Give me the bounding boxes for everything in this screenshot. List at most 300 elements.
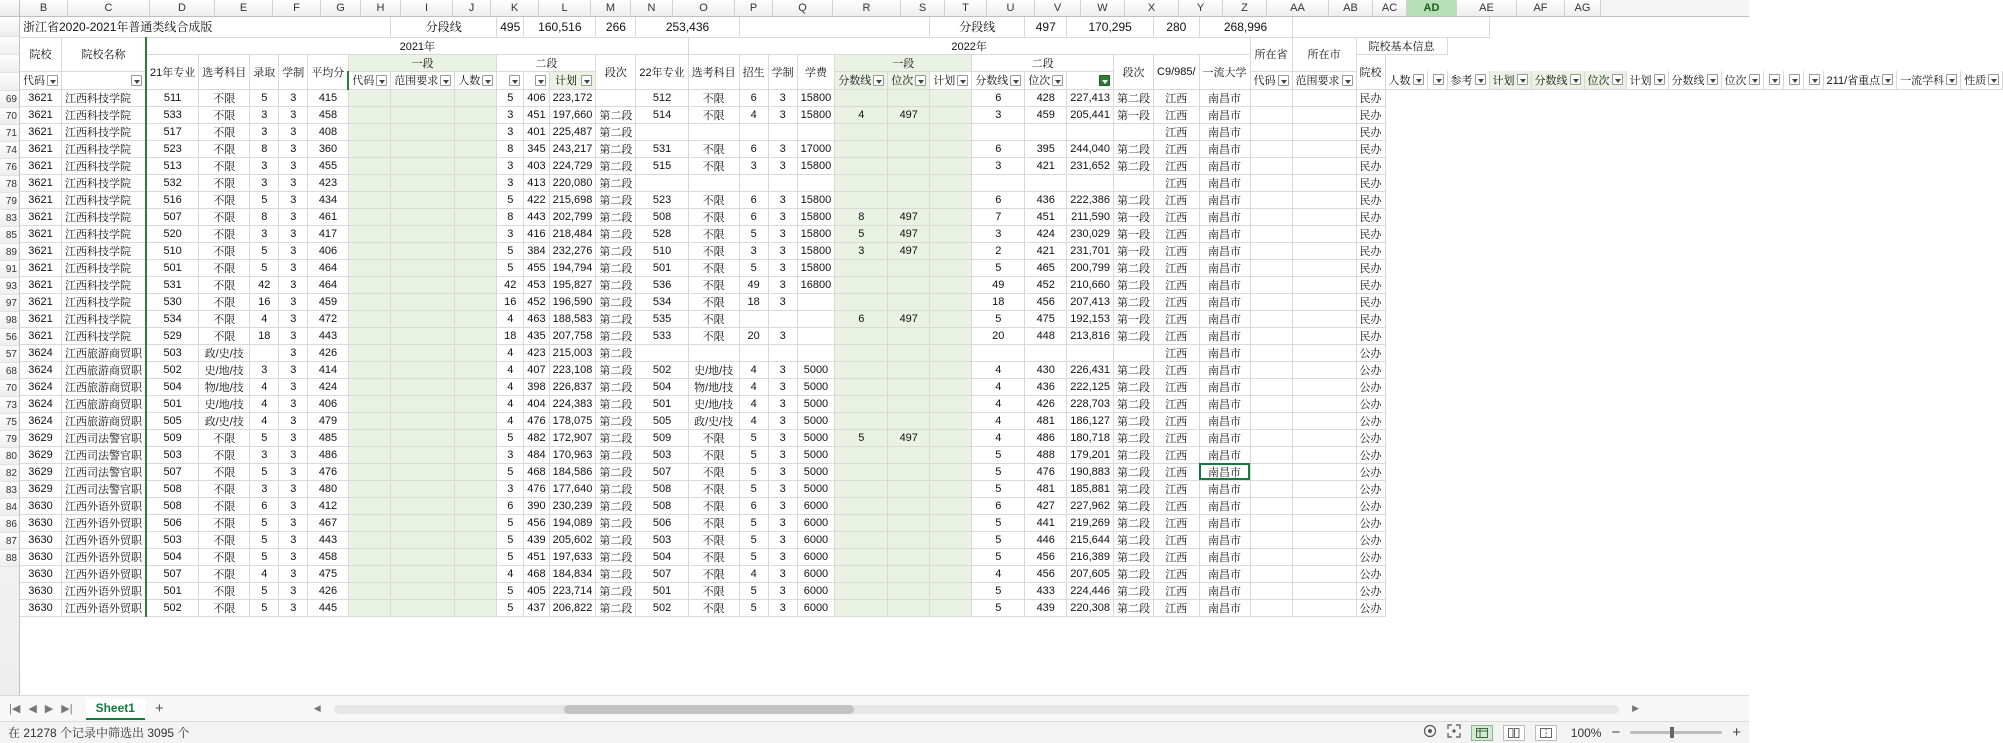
row-header[interactable]: 89 [0, 244, 19, 261]
cell-seg2-rank-2022[interactable]: 179,201 [1067, 446, 1114, 463]
cell-first-class[interactable] [1292, 140, 1356, 157]
cell-province[interactable]: 江西 [1154, 565, 1200, 582]
cell-first-class[interactable] [1292, 208, 1356, 225]
cell-seg-order-2022[interactable]: 第二段 [1114, 514, 1154, 531]
cell-enroll-count-2022[interactable] [739, 123, 768, 140]
cell-seg1-rank-2022[interactable] [930, 123, 972, 140]
cell-c9[interactable] [1250, 446, 1292, 463]
cell-school-name[interactable]: 江西科技学院 [62, 327, 147, 344]
cell-seg2-rank-2022[interactable] [1067, 123, 1114, 140]
sheet-tab-sheet1[interactable]: Sheet1 [86, 698, 145, 720]
cell-seg1-plan-2022[interactable] [835, 361, 888, 378]
cell-subject-req-2021[interactable]: 不限 [199, 548, 250, 565]
cell-seg2-rank-2021[interactable]: 243,217 [549, 140, 596, 157]
cell-city[interactable]: 南昌市 [1199, 310, 1250, 327]
cell-seg2-rank-2022[interactable]: 215,644 [1067, 531, 1114, 548]
filter-header-tuition-2022[interactable]: 参考 [1447, 71, 1489, 89]
table-row[interactable] [20, 378, 2003, 395]
cell-major-code-2021[interactable]: 501 [146, 582, 199, 599]
cell-avg-score-2021[interactable]: 434 [308, 191, 349, 208]
row-header[interactable]: 79 [0, 431, 19, 448]
filter-header-enroll-count-2022[interactable]: 人数 [1385, 71, 1427, 89]
cell-seg2-score-2022[interactable]: 476 [1025, 463, 1067, 480]
cell-school-code[interactable]: 3624 [20, 412, 62, 429]
cell-seg1-rank-2021[interactable] [455, 157, 497, 174]
column-header-B[interactable]: B [20, 0, 68, 16]
cell-seg1-rank-2021[interactable] [455, 225, 497, 242]
row-header[interactable]: 70 [0, 380, 19, 397]
select-all-corner[interactable] [0, 0, 20, 16]
cell-school-length-2022[interactable]: 3 [768, 429, 797, 446]
filter-header-seg1-plan-2022[interactable]: 计划 [1489, 71, 1531, 89]
cell-seg-order-2021[interactable]: 第二段 [596, 599, 636, 616]
cell-seg1-score-2021[interactable] [391, 582, 455, 599]
cell-seg2-plan-2022[interactable]: 3 [972, 225, 1025, 242]
cell-seg-order-2022[interactable]: 第二段 [1114, 446, 1154, 463]
cell-seg2-plan-2021[interactable]: 3 [497, 106, 524, 123]
last-sheet-icon[interactable]: ▶| [61, 703, 73, 715]
column-header-U[interactable]: U [987, 0, 1035, 16]
cell-seg1-score-2021[interactable] [391, 208, 455, 225]
cell-seg1-rank-2021[interactable] [455, 259, 497, 276]
cell-seg1-plan-2021[interactable] [348, 412, 391, 429]
scrollbar-track[interactable] [334, 705, 1619, 714]
cell-school-length-2022[interactable]: 3 [768, 446, 797, 463]
cell-seg2-score-2021[interactable]: 416 [524, 225, 549, 242]
cell-seg2-score-2021[interactable]: 345 [524, 140, 549, 157]
cell-subject-req-2022[interactable]: 不限 [688, 429, 739, 446]
cell-seg2-plan-2022[interactable]: 6 [972, 191, 1025, 208]
cell-enroll-count-2022[interactable]: 5 [739, 259, 768, 276]
cell-admit-count-2021[interactable]: 4 [250, 412, 279, 429]
row-header[interactable]: 83 [0, 482, 19, 499]
cell-school-code[interactable]: 3624 [20, 395, 62, 412]
cell-school-length-2022[interactable]: 3 [768, 242, 797, 259]
cell-enroll-count-2022[interactable]: 5 [739, 599, 768, 616]
cell-seg1-plan-2022[interactable] [835, 378, 888, 395]
cell-seg1-plan-2022[interactable] [835, 140, 888, 157]
row-header[interactable] [0, 37, 19, 55]
cell-school-length-2021[interactable]: 3 [279, 565, 308, 582]
column-header-S[interactable]: S [901, 0, 945, 16]
cell-school-code[interactable]: 3630 [20, 582, 62, 599]
cell-major-code-2022[interactable]: 508 [636, 480, 688, 497]
cell-school-length-2022[interactable]: 3 [768, 531, 797, 548]
cell-seg1-rank-2021[interactable] [455, 531, 497, 548]
cell-seg2-rank-2022[interactable]: 210,660 [1067, 276, 1114, 293]
row-header[interactable]: 91 [0, 261, 19, 278]
cell-seg2-score-2022[interactable]: 486 [1025, 429, 1067, 446]
cell-seg2-rank-2022[interactable]: 228,703 [1067, 395, 1114, 412]
cell-school-name[interactable]: 江西科技学院 [62, 208, 147, 225]
cell-admit-count-2021[interactable]: 16 [250, 293, 279, 310]
cell-tuition-2022[interactable]: 16800 [797, 276, 835, 293]
cell-seg-order-2022[interactable]: 第二段 [1114, 293, 1154, 310]
cell-first-class[interactable] [1292, 514, 1356, 531]
cell-school-length-2021[interactable]: 3 [279, 259, 308, 276]
cell-seg2-score-2021[interactable]: 463 [524, 310, 549, 327]
cell-seg2-rank-2022[interactable]: 213,816 [1067, 327, 1114, 344]
cell-seg2-plan-2021[interactable]: 6 [497, 497, 524, 514]
cell-seg2-plan-2021[interactable]: 18 [497, 327, 524, 344]
filter-button[interactable] [1052, 75, 1063, 86]
cell-major-code-2022[interactable]: 514 [636, 106, 688, 123]
cell-seg-order-2021[interactable]: 第二段 [596, 531, 636, 548]
cell-seg1-rank-2022[interactable] [930, 157, 972, 174]
cell-major-code-2022[interactable]: 505 [636, 412, 688, 429]
cell-major-code-2021[interactable]: 502 [146, 361, 199, 378]
accessibility-icon[interactable] [1423, 724, 1437, 741]
filter-header-seg-order-2022[interactable] [1763, 71, 1783, 89]
cell-major-code-2021[interactable]: 508 [146, 480, 199, 497]
cell-enroll-count-2022[interactable]: 20 [739, 327, 768, 344]
cell-enroll-count-2022[interactable]: 5 [739, 514, 768, 531]
cell-school-code[interactable]: 3629 [20, 480, 62, 497]
cell-seg-order-2021[interactable]: 第二段 [596, 225, 636, 242]
column-header-L[interactable]: L [539, 0, 591, 16]
cell-enroll-count-2022[interactable]: 4 [739, 106, 768, 123]
cell-seg2-rank-2021[interactable]: 177,640 [549, 480, 596, 497]
cell-enroll-count-2022[interactable]: 4 [739, 378, 768, 395]
cell-seg1-score-2021[interactable] [391, 293, 455, 310]
cell-enroll-count-2022[interactable]: 6 [739, 140, 768, 157]
cell-c9[interactable] [1250, 514, 1292, 531]
cell-school-name[interactable]: 江西外语外贸职 [62, 497, 147, 514]
cell-seg2-rank-2021[interactable]: 215,003 [549, 344, 596, 361]
cell-major-code-2021[interactable]: 504 [146, 378, 199, 395]
cell-seg2-rank-2021[interactable]: 196,590 [549, 293, 596, 310]
cell-school-length-2022[interactable]: 3 [768, 191, 797, 208]
cell-seg2-score-2021[interactable]: 405 [524, 582, 549, 599]
filter-header-subject-req-2022[interactable]: 范围要求 [1292, 71, 1356, 89]
column-header-P[interactable]: P [735, 0, 773, 16]
cell-seg1-plan-2022[interactable] [835, 259, 888, 276]
horizontal-scrollbar[interactable] [184, 703, 1739, 715]
cell-major-code-2021[interactable]: 505 [146, 412, 199, 429]
cell-school-length-2022[interactable]: 3 [768, 106, 797, 123]
cell-seg-order-2022[interactable]: 第一段 [1114, 242, 1154, 259]
cell-major-code-2022[interactable]: 515 [636, 157, 688, 174]
cell-school-length-2021[interactable]: 3 [279, 123, 308, 140]
filter-header-school-name[interactable] [62, 71, 147, 89]
cell-c9[interactable] [1250, 548, 1292, 565]
filter-button[interactable] [131, 75, 142, 86]
cell-c9[interactable] [1250, 276, 1292, 293]
table-row[interactable] [20, 395, 2003, 412]
cell-c9[interactable] [1250, 174, 1292, 191]
cell-city[interactable]: 南昌市 [1199, 548, 1250, 565]
table-row[interactable] [20, 446, 2003, 463]
zoom-level-label[interactable]: 100% [1570, 725, 1602, 740]
cell-subject-req-2021[interactable]: 不限 [199, 106, 250, 123]
cell-seg1-rank-2021[interactable] [455, 123, 497, 140]
cell-avg-score-2021[interactable]: 423 [308, 174, 349, 191]
cell-school-length-2022[interactable]: 3 [768, 89, 797, 106]
cell-avg-score-2021[interactable]: 406 [308, 395, 349, 412]
cell-subject-req-2021[interactable]: 不限 [199, 599, 250, 616]
cell-seg1-rank-2022[interactable] [930, 293, 972, 310]
cell-subject-req-2021[interactable]: 不限 [199, 429, 250, 446]
cell-seg2-rank-2021[interactable]: 225,487 [549, 123, 596, 140]
cell-avg-score-2021[interactable]: 479 [308, 412, 349, 429]
cell-seg2-score-2022[interactable]: 441 [1025, 514, 1067, 531]
cell-avg-score-2021[interactable]: 417 [308, 225, 349, 242]
cell-enroll-count-2022[interactable]: 6 [739, 191, 768, 208]
cell-school-length-2022[interactable]: 3 [768, 208, 797, 225]
cell-seg1-rank-2021[interactable] [455, 582, 497, 599]
cell-seg1-score-2021[interactable] [391, 89, 455, 106]
cell-school-name[interactable]: 江西科技学院 [62, 174, 147, 191]
cell-school-length-2021[interactable]: 3 [279, 480, 308, 497]
cell-major-code-2022[interactable]: 503 [636, 446, 688, 463]
cell-seg2-score-2021[interactable]: 455 [524, 259, 549, 276]
column-header-AC[interactable]: AC [1373, 0, 1407, 16]
cell-subject-req-2021[interactable]: 不限 [199, 259, 250, 276]
table-row[interactable] [20, 242, 2003, 259]
cell-c9[interactable] [1250, 191, 1292, 208]
cell-school-code[interactable]: 3621 [20, 191, 62, 208]
cell-major-code-2022[interactable] [636, 174, 688, 191]
filter-button[interactable] [1010, 75, 1021, 86]
cell-seg1-rank-2022[interactable] [930, 480, 972, 497]
cell-seg-order-2022[interactable]: 第二段 [1114, 191, 1154, 208]
cell-city[interactable]: 南昌市 [1199, 276, 1250, 293]
cell-school-length-2021[interactable]: 3 [279, 106, 308, 123]
cell-seg1-score-2022[interactable] [888, 89, 930, 106]
cell-seg1-plan-2021[interactable] [348, 191, 391, 208]
cell-school-length-2021[interactable]: 3 [279, 548, 308, 565]
cell-seg1-score-2022[interactable]: 497 [888, 429, 930, 446]
cell-school-length-2021[interactable]: 3 [279, 208, 308, 225]
cell-province[interactable]: 江西 [1154, 89, 1200, 106]
cell-seg1-plan-2021[interactable] [348, 582, 391, 599]
cell-seg1-score-2021[interactable] [391, 378, 455, 395]
cell-enroll-count-2022[interactable]: 5 [739, 548, 768, 565]
row-header[interactable]: 69 [0, 91, 19, 108]
column-header-AF[interactable]: AF [1517, 0, 1565, 16]
cell-seg2-score-2022[interactable]: 421 [1025, 157, 1067, 174]
zoom-slider[interactable] [1630, 731, 1722, 734]
cell-nature[interactable]: 民办 [1356, 327, 1385, 344]
cell-seg1-rank-2021[interactable] [455, 208, 497, 225]
cell-c9[interactable] [1250, 412, 1292, 429]
cell-seg2-score-2021[interactable]: 456 [524, 514, 549, 531]
cell-seg2-score-2021[interactable]: 401 [524, 123, 549, 140]
column-header-AE[interactable]: AE [1457, 0, 1517, 16]
cell-seg-order-2022[interactable]: 第二段 [1114, 378, 1154, 395]
cell-seg1-plan-2022[interactable] [835, 548, 888, 565]
row-header[interactable]: 93 [0, 278, 19, 295]
cell-seg1-plan-2021[interactable] [348, 259, 391, 276]
cell-nature[interactable]: 公办 [1356, 480, 1385, 497]
cell-seg2-plan-2021[interactable]: 5 [497, 582, 524, 599]
sheet-nav-buttons[interactable] [6, 702, 76, 715]
column-header-D[interactable]: D [150, 0, 215, 16]
cell-first-class[interactable] [1292, 565, 1356, 582]
cell-seg1-plan-2021[interactable] [348, 208, 391, 225]
cell-seg2-plan-2021[interactable]: 4 [497, 344, 524, 361]
cell-first-class[interactable] [1292, 497, 1356, 514]
cell-admit-count-2021[interactable]: 5 [250, 514, 279, 531]
cell-school-length-2022[interactable]: 3 [768, 548, 797, 565]
cell-avg-score-2021[interactable]: 443 [308, 531, 349, 548]
cell-school-length-2022[interactable]: 3 [768, 480, 797, 497]
cell-seg1-rank-2022[interactable] [930, 412, 972, 429]
cell-c9[interactable] [1250, 242, 1292, 259]
cell-school-name[interactable]: 江西外语外贸职 [62, 514, 147, 531]
cell-seg2-score-2022[interactable]: 451 [1025, 208, 1067, 225]
cell-school-length-2021[interactable]: 3 [279, 242, 308, 259]
zoom-in-button[interactable]: + [1732, 724, 1741, 741]
cell-first-class[interactable] [1292, 157, 1356, 174]
cell-city[interactable]: 南昌市 [1199, 531, 1250, 548]
row-header[interactable]: 98 [0, 312, 19, 329]
cell-c9[interactable] [1250, 140, 1292, 157]
cell-nature[interactable]: 公办 [1356, 361, 1385, 378]
cell-seg1-score-2021[interactable] [391, 191, 455, 208]
table-row[interactable] [20, 157, 2003, 174]
cell-major-code-2022[interactable]: 504 [636, 548, 688, 565]
cell-school-code[interactable]: 3624 [20, 344, 62, 361]
cell-school-name[interactable]: 江西旅游商贸职 [62, 361, 147, 378]
cell-seg-order-2022[interactable] [1114, 344, 1154, 361]
cell-city[interactable]: 南昌市 [1199, 174, 1250, 191]
cell-seg-order-2021[interactable]: 第二段 [596, 242, 636, 259]
cell-avg-score-2021[interactable]: 360 [308, 140, 349, 157]
cell-seg1-rank-2022[interactable] [930, 565, 972, 582]
cell-enroll-count-2022[interactable]: 4 [739, 361, 768, 378]
cell-seg-order-2022[interactable]: 第一段 [1114, 225, 1154, 242]
cell-major-code-2022[interactable]: 501 [636, 395, 688, 412]
cell-city[interactable]: 南昌市 [1199, 361, 1250, 378]
cell-seg2-score-2021[interactable]: 453 [524, 276, 549, 293]
filter-header-seg1-score-2022[interactable]: 分数线 [1531, 71, 1584, 89]
cell-city[interactable]: 南昌市 [1199, 191, 1250, 208]
filter-button[interactable] [509, 75, 520, 86]
filter-header-major-code-2021[interactable]: 代码 [348, 71, 391, 89]
filter-button[interactable] [1749, 74, 1760, 85]
cell-seg1-rank-2022[interactable] [930, 106, 972, 123]
cell-major-code-2022[interactable]: 504 [636, 378, 688, 395]
cell-school-length-2021[interactable]: 3 [279, 361, 308, 378]
filter-button[interactable] [1099, 75, 1110, 86]
cell-seg1-rank-2022[interactable] [930, 259, 972, 276]
cell-seg-order-2022[interactable]: 第二段 [1114, 548, 1154, 565]
cell-seg1-score-2022[interactable] [888, 259, 930, 276]
cell-seg2-plan-2021[interactable]: 5 [497, 429, 524, 446]
cell-province[interactable]: 江西 [1154, 259, 1200, 276]
cell-school-code[interactable]: 3624 [20, 361, 62, 378]
cell-seg2-plan-2022[interactable]: 6 [972, 497, 1025, 514]
column-header-C[interactable]: C [68, 0, 150, 16]
cell-seg1-score-2022[interactable] [888, 327, 930, 344]
sheet-canvas[interactable] [20, 17, 2003, 695]
cell-school-length-2021[interactable]: 3 [279, 310, 308, 327]
column-header-T[interactable]: T [945, 0, 987, 16]
cell-seg2-plan-2022[interactable]: 5 [972, 582, 1025, 599]
cell-seg2-plan-2021[interactable]: 42 [497, 276, 524, 293]
cell-subject-req-2021[interactable]: 不限 [199, 225, 250, 242]
cell-school-name[interactable]: 江西司法警官职 [62, 429, 147, 446]
cell-seg2-plan-2021[interactable]: 16 [497, 293, 524, 310]
cell-school-length-2021[interactable]: 3 [279, 463, 308, 480]
cell-province[interactable]: 江西 [1154, 429, 1200, 446]
cell-seg2-rank-2022[interactable]: 227,962 [1067, 497, 1114, 514]
cell-seg1-rank-2021[interactable] [455, 174, 497, 191]
cell-seg1-score-2021[interactable] [391, 140, 455, 157]
cell-seg2-rank-2021[interactable]: 194,794 [549, 259, 596, 276]
cell-province[interactable]: 江西 [1154, 242, 1200, 259]
cell-admit-count-2021[interactable]: 5 [250, 548, 279, 565]
cell-first-class[interactable] [1292, 378, 1356, 395]
cell-enroll-count-2022[interactable]: 5 [739, 446, 768, 463]
cell-seg-order-2021[interactable]: 第二段 [596, 106, 636, 123]
cell-tuition-2022[interactable]: 15800 [797, 225, 835, 242]
cell-seg2-rank-2022[interactable]: 186,127 [1067, 412, 1114, 429]
cell-seg1-rank-2021[interactable] [455, 480, 497, 497]
cell-city[interactable]: 南昌市 [1199, 429, 1250, 446]
cell-subject-req-2022[interactable]: 史/地/技 [688, 361, 739, 378]
cell-subject-req-2021[interactable]: 政/史/技 [199, 344, 250, 361]
cell-seg1-rank-2021[interactable] [455, 429, 497, 446]
cell-seg1-score-2021[interactable] [391, 242, 455, 259]
filter-header-subject-req-2021[interactable]: 范围要求 [391, 71, 455, 89]
cell-school-length-2021[interactable]: 3 [279, 276, 308, 293]
cell-nature[interactable]: 民办 [1356, 157, 1385, 174]
cell-admit-count-2021[interactable]: 3 [250, 480, 279, 497]
table-row[interactable] [20, 327, 2003, 344]
cell-seg2-score-2021[interactable]: 476 [524, 412, 549, 429]
cell-seg2-rank-2021[interactable]: 184,834 [549, 565, 596, 582]
cell-c9[interactable] [1250, 310, 1292, 327]
cell-tuition-2022[interactable]: 15800 [797, 259, 835, 276]
cell-c9[interactable] [1250, 361, 1292, 378]
cell-seg2-rank-2022[interactable]: 220,308 [1067, 599, 1114, 616]
cell-seg2-rank-2022[interactable]: 216,389 [1067, 548, 1114, 565]
cell-avg-score-2021[interactable]: 415 [308, 89, 349, 106]
cell-major-code-2022[interactable]: 531 [636, 140, 688, 157]
cell-seg2-rank-2022[interactable]: 224,446 [1067, 582, 1114, 599]
column-header-J[interactable]: J [453, 0, 491, 16]
cell-major-code-2021[interactable]: 507 [146, 565, 199, 582]
cell-seg2-rank-2021[interactable]: 170,963 [549, 446, 596, 463]
cell-seg2-score-2022[interactable]: 436 [1025, 378, 1067, 395]
cell-major-code-2021[interactable]: 523 [146, 140, 199, 157]
cell-school-name[interactable]: 江西司法警官职 [62, 446, 147, 463]
filter-button[interactable] [1789, 74, 1800, 85]
cell-city[interactable]: 南昌市 [1199, 582, 1250, 599]
cell-enroll-count-2022[interactable]: 3 [739, 157, 768, 174]
cell-subject-req-2021[interactable]: 不限 [199, 191, 250, 208]
cell-seg2-score-2021[interactable]: 435 [524, 327, 549, 344]
filter-header-seg1-rank-2021[interactable]: 位次 [888, 71, 930, 89]
cell-enroll-count-2022[interactable]: 6 [739, 497, 768, 514]
cell-seg1-rank-2021[interactable] [455, 548, 497, 565]
filter-button[interactable] [915, 75, 926, 86]
cell-seg-order-2022[interactable] [1114, 123, 1154, 140]
cell-city[interactable]: 南昌市 [1199, 259, 1250, 276]
cell-seg-order-2021[interactable]: 第二段 [596, 497, 636, 514]
cell-seg1-score-2022[interactable] [888, 412, 930, 429]
cell-seg1-plan-2022[interactable]: 4 [835, 106, 888, 123]
column-header-O[interactable]: O [673, 0, 735, 16]
cell-seg2-plan-2022[interactable]: 5 [972, 480, 1025, 497]
cell-school-length-2022[interactable]: 3 [768, 327, 797, 344]
cell-city[interactable]: 南昌市 [1199, 157, 1250, 174]
cell-seg2-rank-2021[interactable]: 218,484 [549, 225, 596, 242]
cell-school-name[interactable]: 江西旅游商贸职 [62, 412, 147, 429]
cell-school-name[interactable]: 江西科技学院 [62, 276, 147, 293]
